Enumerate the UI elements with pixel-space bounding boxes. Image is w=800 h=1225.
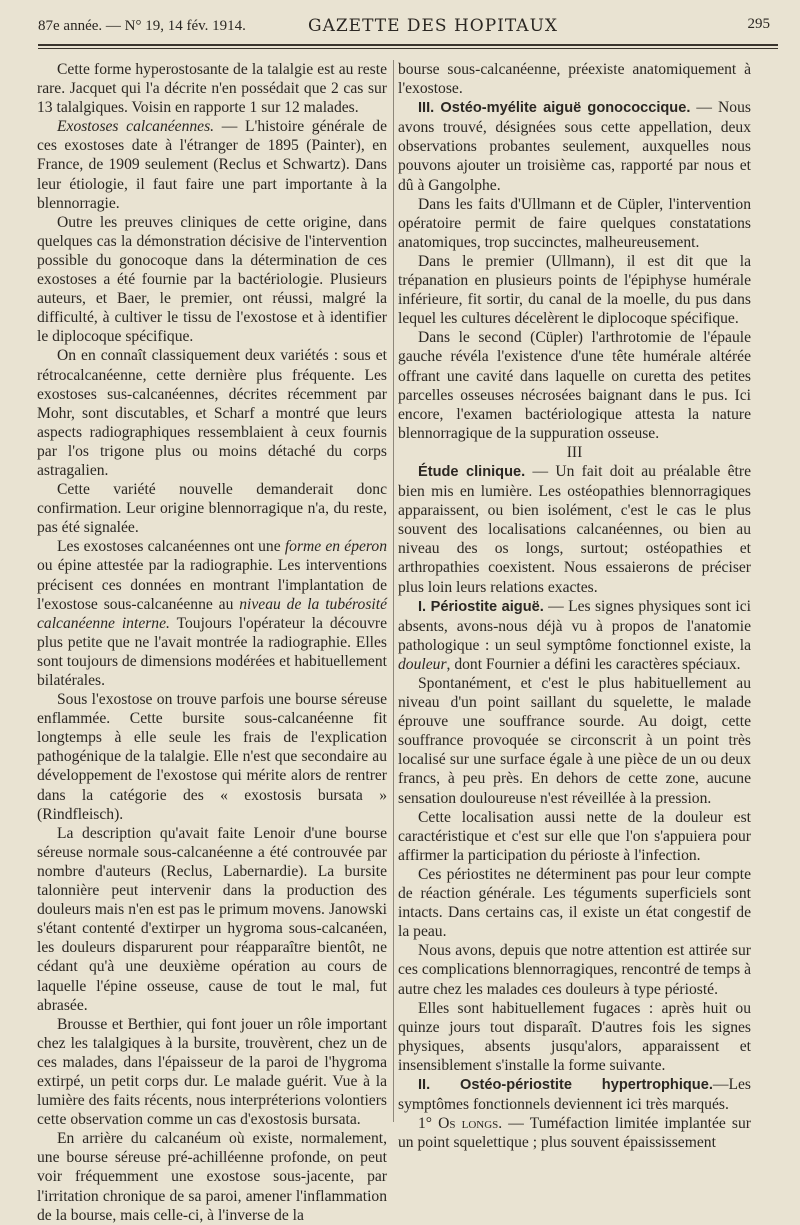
paragraph: II. Ostéo-périostite hypertrophique.—Les symptômes fonctionnels deviennent ici très marqués. (398, 1075, 751, 1114)
paragraph: Elles sont habituellement fugaces : après huit ou quinze jours tout disparaît. D'autres fois les signes physiques, absents jusqu'alors, apparaissent et insensiblement s'installe la forme suivante. (398, 999, 751, 1074)
column-divider (393, 60, 394, 1122)
paragraph: III. Ostéo-myélite aiguë gonococcique. — Nous avons trouvé, désignées sous cette appellation, deux observations probantes seulement, auxquelles nous pouvons ajouter un troisième cas, rapporté par nous et dû à Gangolphe. (398, 99, 751, 194)
paragraph: I. Périostite aiguë. — Les signes physiques sont ici absents, avons-nous déjà vu à propos de l'anatomie pathologique : un seul symptôme fonctionnel existe, la douleur, dont Fournier a défini les caractères spéciaux. (398, 597, 751, 673)
paragraph: Cette forme hyperostosante de la talalgie est au reste rare. Jacquet qui l'a décrite n'en possédait que 2 cas sur 13 talalgiques. Voisin en rapporte 1 sur 12 malades. (37, 61, 387, 117)
paragraph: Étude clinique. — Un fait doit au préalable être bien mis en lumière. Les ostéopathies blennorragiques apparaissent, ou bien isolément, c'est le cas le plus souvent des localisations calcanéennes, ou bien au niveau des os longs, surtout; ostéopathies et arthropathies coexistent. Nous essaierons de préciser plus loin leurs relations exactes. (398, 462, 751, 596)
paragraph: Exostoses calcanéennes. — L'histoire générale de ces exostoses date à l'étranger de 1895 (Painter), en France, de 1909 seulement (Reclus et Schwartz). Dans leur étiologie, il faut faire une part importante à la blennorragie. (37, 118, 387, 212)
paragraph: Dans les faits d'Ullmann et de Cüpler, l'intervention opératoire permit de faire quelques constatations anatomiques, trop succinctes, malheureusement. (398, 195, 751, 251)
section-heading: II. Ostéo-périostite hypertrophique. (418, 1076, 713, 1093)
section-heading: Étude clinique. (418, 463, 526, 480)
section-heading: III. Ostéo-myélite aiguë gonococcique. (418, 100, 691, 117)
section-heading: I. Périostite aiguë. (418, 598, 544, 615)
header-rule-thick (38, 44, 778, 46)
paragraph: bourse sous-calcanéenne, préexiste anatomiquement à l'exostose. (398, 61, 751, 98)
paragraph: Dans le second (Cüpler) l'arthrotomie de l'épaule gauche révéla l'existence d'une tête humérale altérée offrant une cavité dans laquelle on curetta des petites parcelles osseuses nécrosées baignant dans le pus. Ici encore, l'examen bactériologique attesta la nature blennorragique de la suppuration osseuse. (398, 329, 751, 442)
journal-title: GAZETTE DES HOPITAUX (308, 16, 559, 36)
paragraph: Spontanément, et c'est le plus habituellement au niveau d'un point saillant du squelette, le malade éprouve une souffrance sourde. Au doigt, cette souffrance provoquée se circonscrit à un point très localisé sur une surface égale à une pièce de un ou deux francs, à peu près. En dehors de cette zone, aucune sensation douloureuse n'est réveillée à la pression. (398, 675, 751, 807)
paragraph: Les exostoses calcanéennes ont une forme en éperon ou épine attestée par la radiographie. Les interventions précisent ces données en montrant l'implantation de l'exostose sous-calcanéenne au niveau de la tubérosité calcanéenne interne. Toujours l'opérateur la découvre plus petite que ne l'avait montrée la radiographie. Elles sont toujours de dimensions modérées et habituellement bilatérales. (37, 538, 387, 689)
left-column (37, 60, 387, 1225)
paragraph: Brousse et Berthier, qui font jouer un rôle important chez les talalgiques à la bursite, trouvèrent, chez un de ces malades, dans l'épaisseur de la paroi de l'hygroma extirpé, un petit corps dur. Le malade guérit. Vue à la lumière des faits récents, nous interpréterions volontiers cette observation comme un cas d'exostosis bursata. (37, 1015, 387, 1129)
paragraph: 1° Os longs. — Tuméfaction limitée implantée sur un point squelettique ; plus souvent épaississement (398, 1115, 751, 1152)
page-number: 295 (747, 16, 770, 32)
right-column (398, 60, 751, 1152)
paragraph: Outre les preuves cliniques de cette origine, dans quelques cas la démonstration décisive de l'intervention possible du gonocoque dans la détermination de ces exostoses a été fournie par la bactériologie. Plusieurs auteurs, et Baer, le premier, ont réussi, malgré la difficulté, à cultiver le tissu de l'exostose et à identifier le diplocoque spécifique. (37, 213, 387, 346)
paragraph: Nous avons, depuis que notre attention est attirée sur ces complications blennorragiques, rencontré de temps à autre chez les malades ces douleurs à type périosté. (398, 942, 751, 998)
header-rule-thin (38, 48, 778, 49)
page-header (38, 10, 782, 44)
paragraph: Sous l'exostose on trouve parfois une bourse séreuse enflammée. Cette bursite sous-calcanéenne fit longtemps à elle seule les frais de l'explication pathogénique de la talalgie. Elle n'est que secondaire au développement de l'exostose qui mérite alors de rentrer dans la catégorie des « exostosis bursata » (Rindfleisch). (37, 691, 387, 823)
paragraph: Ces périostites ne déterminent pas pour leur compte de réaction générale. Les téguments superficiels sont intacts. Dans certains cas, il existe un état congestif de la peau. (398, 865, 751, 941)
paragraph: En arrière du calcanéum où existe, normalement, une bourse séreuse pré-achilléenne profonde, on peut voir fréquemment une exostose sous-jacente, par l'irritation chronique de sa paroi, amener l'inflammation de la bourse, mais celle-ci, à l'inverse de la (37, 1130, 387, 1224)
paragraph: La description qu'avait faite Lenoir d'une bourse séreuse normale sous-calcanéenne a été controuvée par nombre d'auteurs (Reclus, Labernardie). La bursite talonnière peut intervenir dans la production des douleurs mais n'en est pas le primum movens. Janowski s'étant contenté d'extirper un hygroma sous-calcanéen, les douleurs disparurent pour réapparaître bientôt, ne cédant qu'à une deuxième opération au cours de laquelle l'épine osseuse, cause de tout le mal, fut abrasée. (37, 824, 387, 1014)
paragraph: Dans le premier (Ullmann), il est dit que la trépanation en plusieurs points de l'épiphyse humérale inférieure, fit sortir, du canal de la moelle, du pus dans lequel les cultures décelèrent le diplocoque spécifique. (398, 252, 751, 328)
paragraph: On en connaît classiquement deux variétés : sous et rétrocalcanéenne, cette dernière plus fréquente. Les exostoses sus-calcanéennes, décrites récemment par Mohr, sont discutables, et Scharf a montré que leurs aspects radiographiques ressemblaient à ceux fournis par l'os trigone plus ou moins détaché du corps astragalien. (37, 347, 387, 479)
subheading: Os longs. (438, 1115, 503, 1133)
issue-info: 87e année. — N° 19, 14 fév. 1914. (38, 18, 246, 34)
paragraph: Cette localisation aussi nette de la douleur est caractéristique et c'est sur elle que l'on s'appuiera pour affirmer la participation du périoste à l'infection. (398, 808, 751, 864)
heading-inline: Exostoses calcanéennes. (57, 118, 215, 136)
section-number: III (566, 443, 583, 461)
paragraph: Cette variété nouvelle demanderait donc confirmation. Leur origine blennorragique n'a, du reste, pas été signalée. (37, 481, 387, 537)
